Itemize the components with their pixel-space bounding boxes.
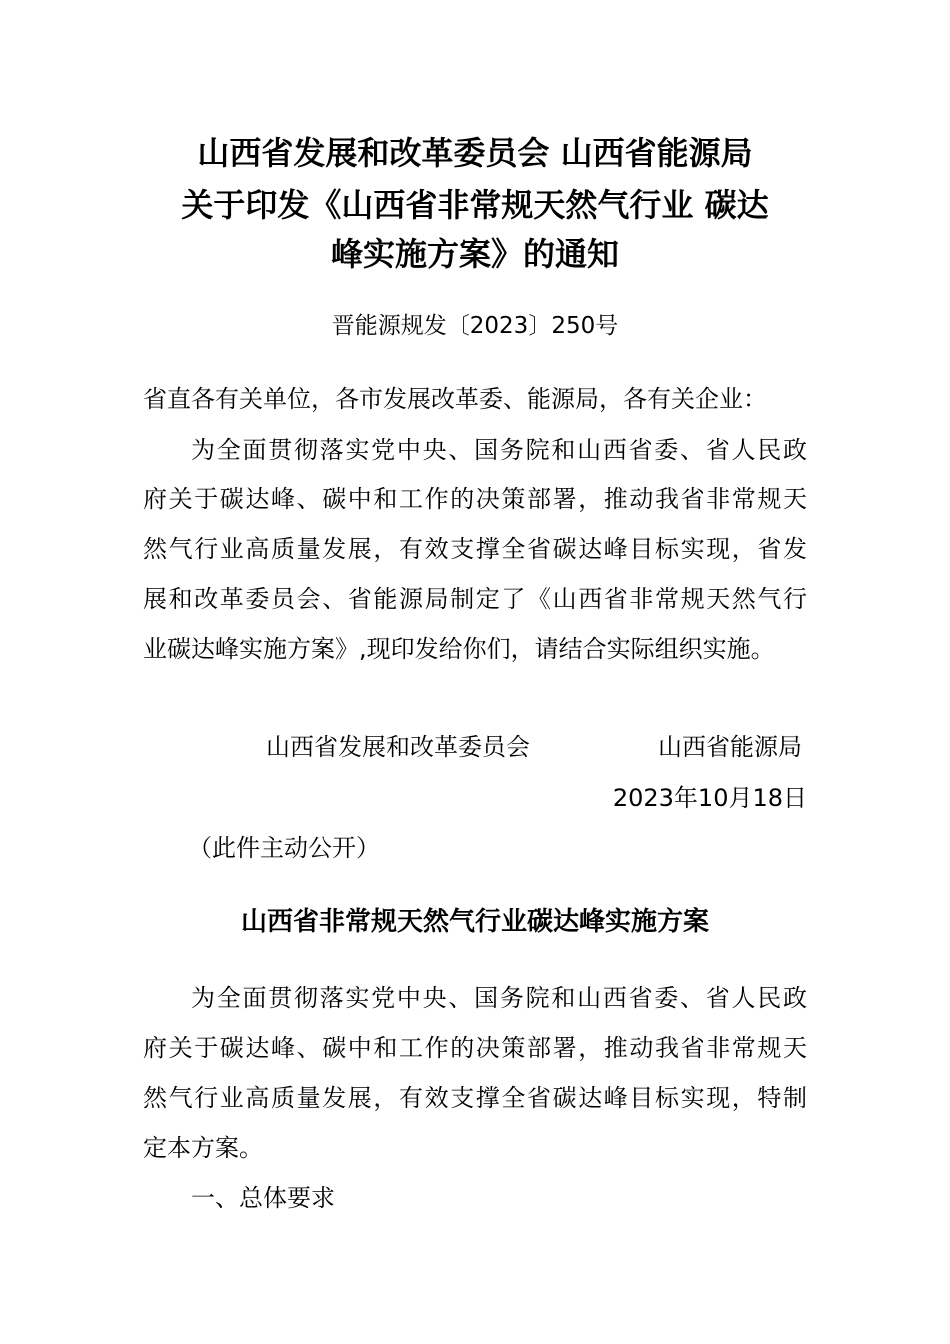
plan-title: 山西省非常规天然气行业碳达峰实施方案: [240, 907, 709, 937]
disclosure-note: （此件主动公开）: [188, 834, 380, 862]
notice-title-line-3: 峰实施方案》的通知: [330, 235, 619, 273]
notice-title-line-2: 关于印发《山西省非常规天然气行业 碳达: [181, 186, 769, 224]
issue-date: 2023年10月18日: [612, 784, 807, 812]
notice-body-line: 为全面贯彻落实党中央、国务院和山西省委、省人民政: [191, 436, 807, 464]
plan-body-line: 定本方案。: [143, 1134, 263, 1162]
plan-body-line: 府关于碳达峰、碳中和工作的决策部署，推动我省非常规天: [143, 1034, 807, 1062]
plan-body-line: 为全面贯彻落实党中央、国务院和山西省委、省人民政: [191, 984, 807, 1012]
signatory-right: 山西省能源局: [658, 733, 802, 761]
notice-body-line: 府关于碳达峰、碳中和工作的决策部署，推动我省非常规天: [143, 485, 807, 513]
addressee: 省直各有关单位，各市发展改革委、能源局，各有关企业：: [143, 385, 767, 413]
notice-body-line: 展和改革委员会、省能源局制定了《山西省非常规天然气行: [143, 585, 807, 613]
notice-title-line-1: 山西省发展和改革委员会 山西省能源局: [197, 134, 753, 172]
doc-number: 晋能源规发〔2023〕250号: [331, 313, 619, 339]
notice-body-line: 然气行业高质量发展，有效支撑全省碳达峰目标实现，省发: [143, 535, 807, 563]
plan-body-line: 然气行业高质量发展，有效支撑全省碳达峰目标实现，特制: [143, 1084, 807, 1112]
notice-body-line: 业碳达峰实施方案》,现印发给你们，请结合实际组织实施。: [143, 635, 775, 663]
signatory-left: 山西省发展和改革委员会: [266, 733, 530, 761]
section-heading: 一、总体要求: [191, 1184, 335, 1212]
